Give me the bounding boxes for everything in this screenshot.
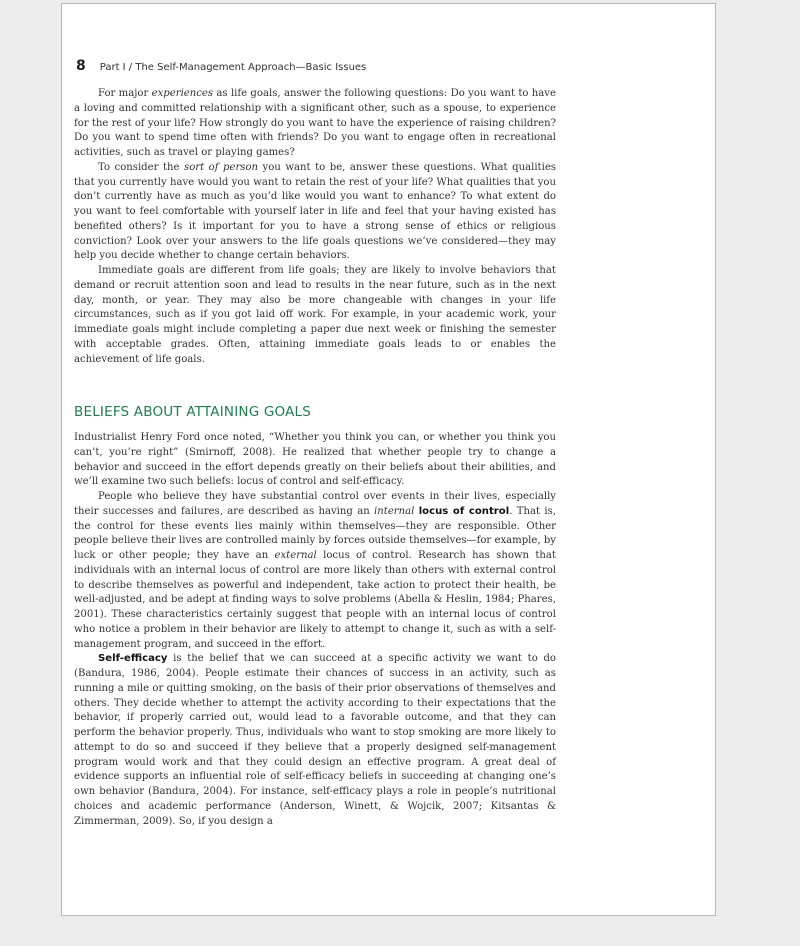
intro-text-block xyxy=(74,87,556,367)
emphasis-text: internal xyxy=(374,505,415,517)
paragraph-henry-ford: Industrialist Henry Ford once noted, “Whether you think you can, or whether you think you can’t, you’re right” (Smirnoff, 2008). He realized that whether people try to change a behavior and succeed in the effort depends greatly on their beliefs about their abilities, and we’ll examine two such beliefs: locus of control and self-efficacy. xyxy=(74,432,556,488)
paragraph-immediate-goals: Immediate goals are different from life goals; they are likely to involve behaviors that demand or recruit attention soon and lead to results in the near future, such as in the next day, month, or year. They may also be more changeable with changes in your life circumstances, such as if you got laid off work. For example, in your academic work, your immediate goals might include completing a paper due next week or finishing the semester with acceptable grades. Often, attaining immediate goals leads to or enables the achievement of life goals. xyxy=(74,265,556,365)
paragraph-text: you want to be, answer these questions. What qualities that you currently have would you want to retain the rest of your life? What qualities that you don’t currently have as much as you’d like would you want to enhance? To what extent do you want to feel comfortable with yourself later in life and feel that your having existed has benefited others? Is it important for you to have a strong sense of ethics or religious conviction? Look over your answers to the life goals questions we’ve considered—they may help you decide whether to change certain behaviors. xyxy=(74,161,556,262)
paragraph-locus-of-control xyxy=(74,490,556,652)
paragraph-text: For major xyxy=(98,88,152,99)
beliefs-text-block xyxy=(74,431,556,829)
paragraph-sort-of-person xyxy=(74,161,556,264)
section-heading: BELIEFS ABOUT ATTAINING GOALS xyxy=(74,404,312,420)
paragraph-text: locus of control. Research has shown that individuals with an internal locus of control are more likely than others with external control to describe themselves as powerful and independent, take action to protect their health, be well-adjusted, and be adept at finding ways to solve problems (Abella & Heslin, 1984; Phares, 2001). These characteristics certainly suggest that people with an internal locus of control who notice a problem in their behavior are likely to attempt to change it, such as with a self-management program, and succeed in the effort. xyxy=(74,550,556,650)
key-term: Self-efficacy xyxy=(98,653,168,665)
key-term: locus of control xyxy=(418,505,510,517)
paragraph-experiences xyxy=(74,87,556,161)
emphasis-text: external xyxy=(274,550,317,561)
page-number: 8 xyxy=(76,58,86,74)
emphasis-text: sort of person xyxy=(184,161,259,173)
paragraph-text: People who believe they have substantial control over events in their lives, especially their successes and failures, are described as having an xyxy=(74,491,556,517)
paragraph-text: as life goals, answer the following questions: Do you want to have a loving and committed relationship with a significant other, such as a spouse, to experience for the rest of your life? How strongly do you want to have the experience of raising children? Do you want to spend time often with friends? Do you want to engage often in recreational activities, such as travel or playing games? xyxy=(74,88,556,158)
emphasis-text: experiences xyxy=(151,88,214,99)
paragraph-text: is the belief that we can succeed at a specific activity we want to do (Bandura, 1986, 2004). People estimate their chances of success in an activity, such as running a mile or quitting smoking, on the basis of their prior observations of themselves and others. They decide whether to attempt the activity according to their expectations that the behavior, if properly carried out, would lead to a favorable outcome, and that they can perform the behavior properly. Thus, individuals who want to stop smoking are more likely to attempt to do so and succeed if they believe that a properly designed self-management program would work and that they could design an effective program. A great deal of evidence supports an influential role of self-efficacy beliefs in succeeding at changing one’s own behavior (Bandura, 2004). For instance, self-efficacy plays a role in people’s nutritional choices and academic performance (Anderson, Winett, & Wojcik, 2007; Kitsantas & Zimmerman, 2009). So, if you design a xyxy=(74,653,556,827)
page-header xyxy=(76,54,366,76)
paragraph-text: To consider the xyxy=(98,161,185,173)
paragraph-text: . That is, the control for these events lies mainly within themselves—they are responsible. Other people believe their lives are controlled mainly by forces outside themselves—for example, by luck or other people; they have an xyxy=(74,505,556,561)
paragraph-self-efficacy xyxy=(74,652,556,829)
running-head: Part I / The Self-Management Approach—Basic Issues xyxy=(99,62,367,73)
